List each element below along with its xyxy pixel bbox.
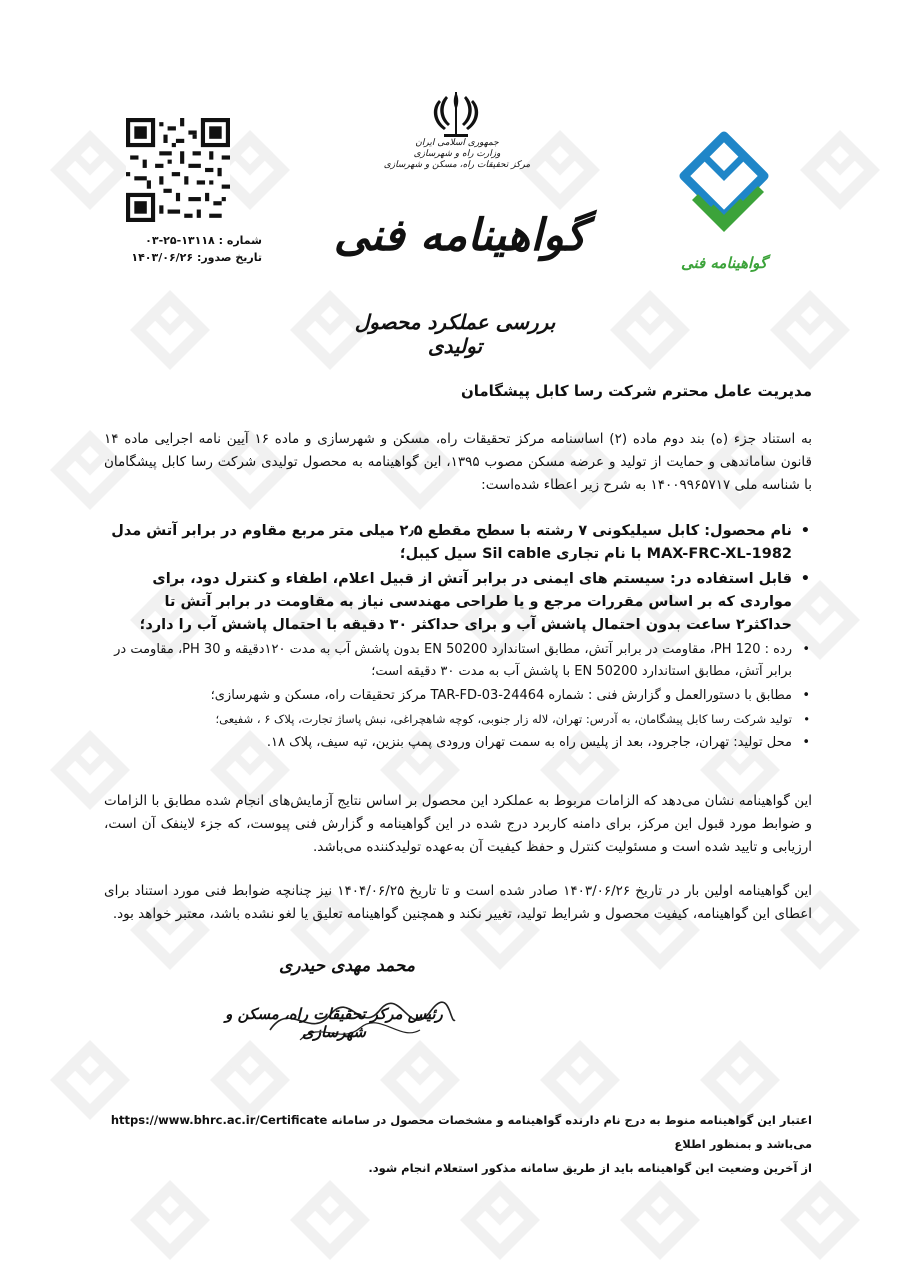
organization-header: [372, 138, 542, 171]
list-item-technical-report: • مطابق با دستورالعمل و گزارش فنی : شماره TAR-FD-03-24464 مرکز تحقیقات راه، مسکن و شهرسازی؛: [104, 685, 812, 707]
footer-line-1: اعتبار این گواهینامه منوط به درج نام دارنده گواهینامه و مشخصات محصول در سامانه https://www.bhrc.ac.ir/Certificate می‌باشد و بمنظور اطلاع: [110, 1113, 812, 1151]
validity-paragraph: این گواهینامه اولین بار در تاریخ ۱۴۰۳/۰۶/۲۶ صادر شده است و تا تاریخ ۱۴۰۴/۰۶/۲۵ نیز چنانچه ضوابط فنی مورد استناد برای اعطای این گواهینامه، کیفیت محصول و شرایط تولید، تغییر نکند و همچنین گواهینامه تعلیق یا لغو نشده باشد، معتبر خواهد بود.: [104, 883, 812, 922]
number-label: شماره :: [218, 234, 262, 247]
footer-line-2: از آخرین وضعیت این گواهینامه باید از طریق سامانه مذکور استعلام انجام شود.: [368, 1161, 812, 1175]
number-value: ۱۳۱۱۸-۲۵-۰۳: [145, 234, 215, 247]
page-title: گواهینامه فنی: [333, 210, 587, 261]
scope-paragraph: این گواهینامه نشان می‌دهد که الزامات مربوط به عملکرد این محصول بر اساس نتایج آزمایش‌های انجام شده مطابق با الزامات و ضوابط مورد قبول این مرکز، برای دامنه کاربرد درج شده در این گواهینامه و گزارش فنی پیوست، که جزء لاینفک آن است، ارزیابی و تایید شده است و مسئولیت کنترل و حفظ کیفیت آن به‌عهده تولیدکننده می‌باشد.: [104, 793, 812, 855]
date-label: تاریخ صدور:: [196, 251, 262, 264]
list-item-usage: • قابل استفاده در: سیستم های ایمنی در برابر آتش از قبیل اعلام، اطفاء و کنترل دود، برای مواردی که بر اساس مقررات مرجع و یا طراحی مهندسی نیاز به مقاومت در برابر آتش تا حداکثر۲ ساعت بدون احتمال پاشش آب و برای حداکثر ۳۰ دقیقه با احتمال پاشش آب را دارد؛: [104, 568, 812, 637]
signatory-name: محمد مهدی حیدری: [279, 956, 415, 976]
emblem-icon: [426, 88, 486, 140]
list-item-class: • رده : PH 120، مقاومت در برابر آتش، مطابق استاندارد EN 50200 بدون پاشش آب به مدت ۱۲۰دقیقه و PH 30، مقاومت در برابر آتش، مطابق استاندارد EN 50200 با پاشش آب به مدت ۳۰ دقیقه است؛: [104, 639, 812, 683]
certificate-logo-icon: [672, 128, 776, 250]
addressee: مدیریت عامل محترم شرکت رسا کابل پیشگامان: [460, 382, 812, 400]
org-line-ministry: وزارت راه و شهرسازی: [413, 149, 501, 159]
signatory-title: رئیس مرکز تحقیقات راه، مسکن و شهرسازی: [225, 1005, 443, 1041]
date-value: ۱۴۰۳/۰۶/۲۶: [131, 251, 194, 264]
issue-date: [112, 249, 262, 266]
certificate-number: [112, 232, 262, 249]
product-details-list: [104, 520, 812, 756]
footer-note: [104, 1108, 812, 1180]
page-subtitle: بررسی عملکرد محصول تولیدی: [354, 310, 556, 358]
org-line-country: جمهوری اسلامی ایران: [415, 138, 499, 148]
list-item-production-site: • محل تولید: تهران، جاجرود، بعد از پلیس راه به سمت تهران ورودی پمپ بنزین، تپه سیف، پلاک ۱۸.: [104, 732, 812, 754]
org-line-center: مرکز تحقیقات راه، مسکن و شهرسازی: [383, 160, 531, 170]
intro-paragraph: به استناد جزء (ه) بند دوم ماده (۲) اساسنامه مرکز تحقیقات راه، مسکن و شهرسازی و ماده ۱۶ آیین نامه اجرایی ماده ۱۴ قانون ساماندهی و حمایت از تولید و عرضه مسکن مصوب ۱۳۹۵، این گواهینامه به محصول تولیدی شرکت رسا کابل پیشگامان با شناسه ملی ۱۴۰۰۹۹۶۵۷۱۷ به شرح زیر اعطاء شده‌است:: [104, 431, 812, 493]
qr-code: [126, 118, 230, 222]
list-item-product-name: • نام محصول: کابل سیلیکونی ۷ رشته با سطح مقطع ۲٫۵ میلی متر مربع مقاوم در برابر آتش مدل MAX-FRC-XL-1982 با نام تجاری Sil cable سیل کیبل؛: [104, 520, 812, 566]
list-item-manufacturer: • تولید شرکت رسا کابل پیشگامان، به آدرس: تهران، لاله زار جنوبی، کوچه شاهچراغی، نبش پاساژ تجارت، پلاک ۶ ، شفیعی؛: [104, 709, 812, 730]
logo-caption: گواهینامه فنی: [680, 254, 768, 272]
certificate-meta: [112, 232, 262, 266]
